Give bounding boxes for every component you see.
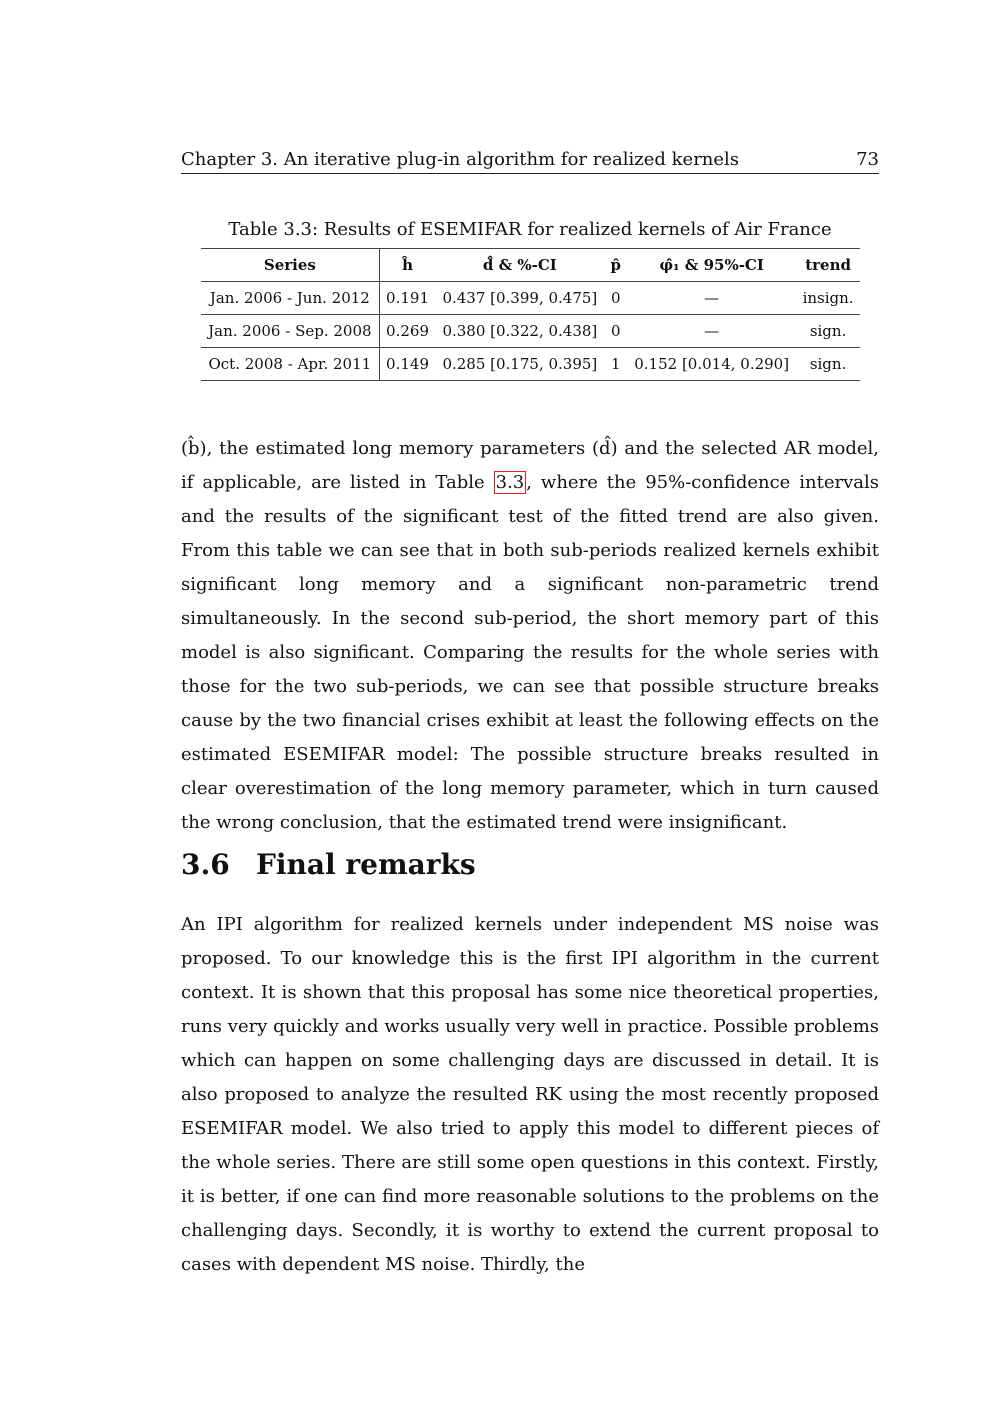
table-cell: 0.380 [0.322, 0.438] <box>435 315 604 348</box>
table-cell: 0.437 [0.399, 0.475] <box>435 282 604 315</box>
table-cell: 1 <box>604 348 627 381</box>
table-cell: — <box>627 282 796 315</box>
table-cell: 0.191 <box>379 282 435 315</box>
table-row <box>201 348 860 381</box>
table-caption: Table 3.3: Results of ESEMIFAR for realized kernels of Air France <box>228 219 832 240</box>
column-header-d-ci: d̂ & %-CI <box>435 249 604 282</box>
table-row <box>201 282 860 315</box>
table-cell: Oct. 2008 - Apr. 2011 <box>201 348 379 381</box>
table-cell: Jan. 2006 - Sep. 2008 <box>201 315 379 348</box>
section-number: 3.6 <box>181 848 230 881</box>
table-cell: 0.152 [0.014, 0.290] <box>627 348 796 381</box>
table-cell: Jan. 2006 - Jun. 2012 <box>201 282 379 315</box>
paragraph-results-discussion <box>181 432 879 840</box>
table-cell: 0.285 [0.175, 0.395] <box>435 348 604 381</box>
table-cell: 0.149 <box>379 348 435 381</box>
table-cell: sign. <box>796 315 860 348</box>
table-cell: sign. <box>796 348 860 381</box>
paragraph-final-remarks: An IPI algorithm for realized kernels under independent MS noise was proposed. To our knowledge this is the first IPI algorithm in the current context. It is shown that this proposal has some nice theoretical properties, runs very quickly and works usually very well in practice. Possible problems which can happen on some challenging days are discussed in detail. It is also proposed to analyze the resulted RK using the most recently proposed ESEMIFAR model. We also tried to apply this model to different pieces of the whole series. There are still some open questions in this context. Firstly, it is better, if one can find more reasonable solutions to the problems on the challenging days. Secondly, it is worthy to extend the current proposal to cases with dependent MS noise. Thirdly, the <box>181 914 879 1275</box>
paragraph-text: (b̂), the estimated long memory parameters (d̂) and the selected AR model, if applicable, are listed in Table <box>181 438 879 493</box>
running-title: Chapter 3. An iterative plug-in algorithm for realized kernels <box>181 149 740 170</box>
page-header <box>181 147 879 174</box>
section-title: Final remarks <box>256 848 476 881</box>
column-header-h: ĥ <box>379 249 435 282</box>
table-cell: 0.269 <box>379 315 435 348</box>
table-cell: insign. <box>796 282 860 315</box>
page-number: 73 <box>856 149 879 170</box>
paragraph-text: , where the 95%-confidence intervals and the results of the significant test of the fitted trend are also given. From this table we can see that in both sub-periods realized kernels exhibit significant long memory and a significant non-parametric trend simultaneously. In the second sub-period, the short memory part of this model is also significant. Comparing the results for the whole series with those for the two sub-periods, we can see that possible structure breaks cause by the two financial crises exhibit at least the following effects on the estimated ESEMIFAR model: The possible structure breaks resulted in clear overestimation of the long memory parameter, which in turn caused the wrong conclusion, that the estimated trend were insignificant. <box>181 472 879 833</box>
column-header-trend: trend <box>796 249 860 282</box>
table-cell: — <box>627 315 796 348</box>
table-reference-link[interactable]: 3.3 <box>495 472 525 493</box>
table-header-row <box>201 249 860 282</box>
table-cell: 0 <box>604 282 627 315</box>
table-row <box>201 315 860 348</box>
column-header-series: Series <box>201 249 379 282</box>
results-table <box>201 248 860 381</box>
column-header-phi-ci: φ̂₁ & 95%-CI <box>627 249 796 282</box>
table-cell: 0 <box>604 315 627 348</box>
column-header-p: p̂ <box>604 249 627 282</box>
section-heading <box>181 848 476 881</box>
